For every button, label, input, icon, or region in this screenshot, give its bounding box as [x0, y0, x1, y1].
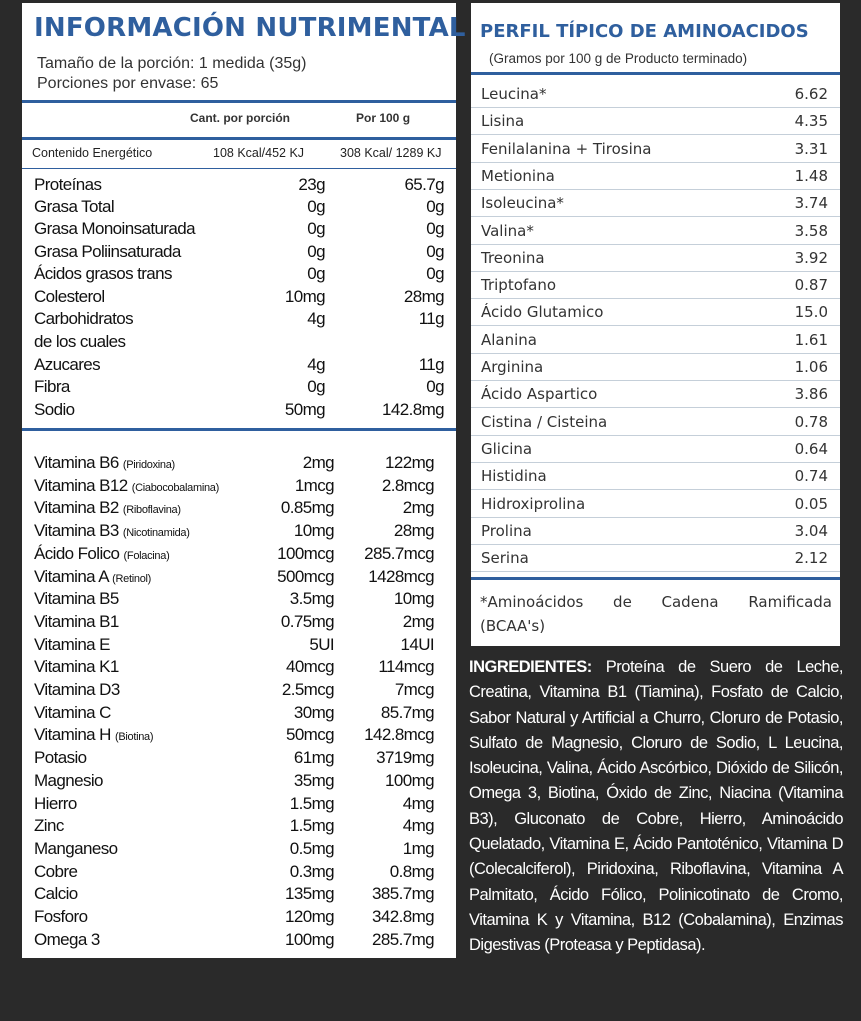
nutrient-per-100g: 0g	[426, 264, 444, 283]
amino-label: Leucina*	[481, 85, 547, 103]
nutrient-label: Fibra	[34, 377, 70, 396]
amino-row	[471, 463, 840, 490]
nutrient-per-serving: 0g	[307, 197, 325, 216]
vitamin-per-100g: 4mg	[402, 793, 434, 813]
nutrient-row	[34, 287, 446, 309]
amino-row	[471, 436, 840, 463]
col-header-per-100g: Por 100 g	[356, 111, 411, 125]
nutrient-row	[34, 175, 446, 197]
vitamin-label	[34, 498, 181, 518]
amino-value: 6.62	[794, 85, 828, 103]
nutrient-row	[34, 400, 446, 422]
amino-row	[471, 545, 840, 572]
vitamin-name: Ácido Folico	[34, 543, 120, 563]
amino-label: Prolina	[481, 521, 532, 540]
vitamin-row	[34, 907, 446, 929]
vitamin-per-serving: 1.5mg	[289, 816, 334, 836]
nutrient-per-100g: 11g	[418, 355, 444, 374]
vitamin-per-100g: 2mg	[402, 498, 434, 518]
vitamin-row	[34, 544, 446, 566]
vitamin-label	[34, 544, 169, 564]
nutrient-row	[34, 242, 446, 264]
vitamin-name: Vitamina B1	[34, 611, 119, 631]
amino-row	[471, 491, 840, 518]
amino-row	[471, 381, 840, 408]
amino-value: 1.61	[794, 330, 828, 349]
amino-value: 0.64	[794, 439, 828, 458]
vitamin-per-serving: 100mg	[285, 929, 334, 949]
ingredients-heading: INGREDIENTES:	[469, 658, 592, 676]
vitamin-row	[34, 521, 446, 543]
vitamin-label	[34, 748, 87, 768]
amino-label: Valina*	[481, 221, 534, 240]
vitamin-row	[34, 884, 446, 906]
bcaa-note	[480, 590, 832, 638]
amino-label: Serina	[481, 549, 529, 568]
vitamin-name: Vitamina H	[34, 725, 111, 745]
amino-value: 3.74	[794, 194, 828, 213]
vitamin-row	[34, 498, 446, 520]
amino-row	[471, 409, 840, 436]
vitamin-per-serving: 0.75mg	[280, 611, 334, 631]
vitamin-name: Vitamina B6	[34, 453, 119, 472]
vitamin-label	[34, 453, 175, 473]
vitamin-per-100g: 4mg	[402, 816, 434, 836]
nutrient-per-serving: 10mg	[284, 287, 325, 306]
amino-subtitle: (Gramos por 100 g de Producto terminado)	[489, 51, 748, 66]
nutrient-label: de los cuales	[34, 332, 126, 351]
vitamin-name: Hierro	[34, 793, 77, 813]
amino-label: Treonina	[481, 248, 545, 267]
vitamin-per-serving: 10mg	[293, 521, 334, 541]
vitamin-name: Vitamina K1	[34, 657, 119, 677]
amino-row	[471, 354, 840, 381]
nutrient-label: Grasa Poliinsaturada	[34, 242, 181, 261]
amino-row	[471, 218, 840, 245]
vitamin-note: (Piridoxina)	[122, 459, 175, 471]
vitamin-per-serving: 1mcg	[294, 475, 334, 495]
vitamin-per-serving: 2.5mcg	[281, 680, 334, 699]
vitamin-per-100g: 385.7mg	[372, 884, 434, 904]
vitamin-note: (Folacina)	[123, 549, 170, 562]
vitamin-per-100g: 1mg	[402, 838, 434, 858]
energy-per-100g: 308 Kcal/ 1289 KJ	[340, 146, 442, 160]
amino-value: 0.87	[794, 276, 828, 295]
nutrition-title: INFORMACIÓN NUTRIMENTAL	[34, 13, 466, 43]
amino-label: Fenilalanina + Tirosina	[481, 139, 652, 158]
amino-row	[471, 163, 840, 190]
vitamin-label	[34, 612, 119, 632]
vitamin-per-100g: 2.8mcg	[381, 475, 434, 495]
divider	[471, 577, 840, 580]
nutrient-per-100g: 0g	[426, 219, 444, 238]
vitamin-label	[34, 794, 77, 814]
amino-label: Hidroxiprolina	[481, 494, 586, 513]
vitamin-name: Vitamina B5	[34, 589, 119, 609]
vitamin-label	[34, 703, 111, 723]
vitamin-per-serving: 0.5mg	[289, 838, 334, 858]
amino-label: Metionina	[481, 166, 555, 185]
vitamin-label	[34, 635, 110, 655]
ingredients-block	[469, 655, 843, 959]
vitamin-per-100g: 100mg	[385, 770, 434, 790]
amino-value: 3.58	[794, 221, 828, 240]
nutrient-label: Grasa Monoinsaturada	[34, 219, 195, 238]
vitamin-label	[34, 907, 87, 927]
vitamin-label	[34, 930, 100, 950]
vitamin-row	[34, 657, 446, 679]
vitamin-label	[34, 476, 219, 496]
vitamin-row	[34, 748, 446, 770]
vitamin-label	[34, 839, 117, 859]
vitamin-row	[34, 771, 446, 793]
vitamin-per-100g: 142.8mcg	[364, 725, 434, 745]
nutrient-row	[34, 309, 446, 331]
vitamin-label	[34, 521, 190, 541]
amino-label: Alanina	[481, 330, 537, 349]
amino-value: 0.05	[794, 494, 828, 513]
nutrient-label: Proteínas	[34, 175, 102, 194]
vitamin-per-100g: 1428mcg	[368, 566, 434, 586]
amino-value: 0.74	[794, 467, 828, 486]
vitamin-per-serving: 0.85mg	[280, 498, 334, 518]
energy-label: Contenido Energético	[32, 146, 153, 160]
vitamin-name: Manganeso	[34, 838, 118, 858]
vitamin-name: Cobre	[34, 861, 78, 881]
nutrient-label: Sodio	[34, 400, 75, 419]
vitamin-label	[34, 657, 119, 677]
divider	[22, 428, 456, 431]
energy-per-serving: 108 Kcal/452 KJ	[213, 146, 305, 160]
amino-row	[471, 136, 840, 163]
amino-value: 4.35	[794, 112, 828, 131]
amino-label: Ácido Glutamico	[481, 303, 604, 322]
vitamin-row	[34, 680, 446, 702]
divider	[22, 137, 456, 140]
vitamin-label	[34, 771, 103, 791]
vitamin-per-serving: 500mcg	[277, 566, 334, 586]
nutrient-label: Carbohidratos	[34, 309, 133, 328]
amino-value: 3.92	[794, 248, 828, 267]
nutrition-facts-panel	[22, 3, 466, 958]
amino-label: Ácido Aspartico	[481, 385, 598, 404]
amino-row	[471, 518, 840, 545]
nutrient-per-serving: 0g	[307, 219, 325, 238]
vitamin-name: Vitamina B3	[34, 521, 119, 541]
vitamin-row	[34, 794, 446, 816]
nutrient-row	[34, 219, 446, 241]
bcaa-note-line2: (BCAA's)	[480, 617, 546, 635]
vitamin-name: Vitamina D3	[34, 680, 120, 699]
vitamin-per-serving: 3.5mg	[289, 589, 334, 609]
vitamin-label	[34, 567, 151, 587]
amino-value: 2.12	[794, 549, 828, 568]
amino-row	[471, 245, 840, 272]
amino-value: 1.48	[794, 166, 828, 185]
vitamin-name: Vitamina C	[34, 702, 111, 722]
nutrient-label: Azucares	[34, 355, 101, 374]
nutrient-row	[34, 355, 446, 377]
nutrient-per-serving: 50mg	[284, 400, 325, 419]
vitamin-name: Vitamina B2	[34, 498, 119, 518]
nutrient-per-100g: 0g	[426, 242, 444, 261]
vitamin-label	[34, 725, 153, 745]
divider	[22, 168, 456, 169]
vitamin-row	[34, 930, 446, 952]
vitamin-note: (Riboflavina)	[122, 504, 181, 517]
vitamin-per-serving: 0.3mg	[289, 861, 334, 881]
nutrient-per-100g: 0g	[426, 197, 444, 216]
nutrient-row	[34, 377, 446, 399]
vitamin-per-100g: 10mg	[393, 589, 434, 609]
nutrient-per-serving: 4g	[307, 355, 325, 374]
vitamin-row	[34, 453, 446, 475]
vitamin-note: (Biotina)	[114, 731, 154, 744]
vitamin-per-100g: 2mg	[402, 611, 434, 631]
amino-label: Lisina	[481, 112, 525, 131]
vitamin-name: Magnesio	[34, 770, 103, 790]
vitamin-per-serving: 5UI	[309, 634, 334, 654]
nutrient-per-100g: 28mg	[403, 287, 444, 306]
nutrient-row	[34, 332, 446, 354]
nutrient-row	[34, 197, 446, 219]
servings-per-container: Porciones por envase: 65	[37, 75, 219, 92]
vitamin-per-100g: 114mcg	[378, 657, 434, 677]
amino-value: 3.04	[794, 521, 828, 540]
vitamin-per-100g: 85.7mg	[380, 702, 434, 722]
vitamin-per-100g: 285.7mcg	[364, 543, 434, 563]
vitamin-per-serving: 1.5mg	[289, 793, 334, 813]
nutrient-label: Grasa Total	[34, 197, 115, 216]
nutrient-per-serving: 23g	[298, 175, 325, 194]
vitamin-note: (Ciabocobalamina)	[131, 481, 219, 494]
energy-row	[32, 146, 448, 166]
amino-value: 3.86	[794, 385, 828, 404]
vitamin-per-serving: 61mg	[293, 748, 334, 768]
vitamin-name: Omega 3	[34, 929, 100, 949]
vitamin-per-serving: 35mg	[293, 770, 334, 790]
vitamin-row	[34, 612, 446, 634]
vitamin-name: Calcio	[34, 884, 78, 904]
vitamin-label	[34, 816, 64, 836]
serving-size: Tamaño de la porción: 1 medida (35g)	[37, 55, 307, 72]
amino-label: Isoleucina*	[481, 194, 564, 213]
vitamin-per-serving: 2mg	[302, 453, 334, 472]
vitamin-name: Vitamina A	[34, 566, 109, 586]
divider	[22, 100, 456, 103]
amino-value: 0.78	[794, 412, 828, 431]
vitamin-row	[34, 725, 446, 747]
vitamin-per-100g: 28mg	[393, 521, 434, 541]
vitamin-row	[34, 839, 446, 861]
divider	[471, 72, 840, 75]
vitamin-name: Potasio	[34, 748, 87, 768]
vitamin-per-serving: 40mcg	[285, 657, 334, 677]
vitamin-note: (Nicotinamida)	[122, 527, 190, 540]
amino-label: Arginina	[481, 358, 544, 376]
amino-row	[471, 272, 840, 299]
vitamin-label	[34, 884, 78, 904]
vitamin-name: Vitamina B12	[34, 475, 128, 495]
vitamin-label	[34, 680, 120, 700]
vitamin-per-serving: 100mcg	[277, 543, 334, 563]
col-header-per-serving: Cant. por porción	[190, 111, 290, 125]
vitamin-row	[34, 703, 446, 725]
amino-acid-panel	[471, 3, 840, 646]
nutrient-per-100g: 142.8mg	[382, 400, 444, 419]
amino-row	[471, 108, 840, 135]
nutrient-label: Ácidos grasos trans	[34, 264, 172, 283]
vitamin-per-100g: 122mg	[385, 453, 434, 472]
vitamin-per-100g: 0.8mg	[389, 861, 434, 881]
vitamin-per-serving: 120mg	[285, 907, 334, 926]
nutrient-row	[34, 264, 446, 286]
vitamin-per-100g: 3719mg	[376, 748, 434, 768]
amino-row	[471, 299, 840, 326]
ingredients-text: Proteína de Suero de Leche, Creatina, Vitamina B1 (Tiamina), Fosfato de Calcio, Sabor Natural y Artificial a Churro, Cloruro de Potasio, Sulfato de Magnesio, Cloruro de Sodio, L Leucina, Isoleucina, Valina, Ácido Ascórbico, Dióxido de Silicón, Omega 3, Biotina, Óxido de Zinc, Niacina (Vitamina B3), Gluconato de Cobre, Hierro, Aminoácido Quelatado, Vitamina E, Ácido Pantoténico, Vitamina D (Colecalciferol), Piridoxina, Riboflavina, Vitamina A Palmitato, Ácido Fólico, Polinicotinato de Cromo, Vitamina K y Vitamina, B12 (Cobalamina), Enzimas Digestivas (Proteasa y Peptidasa).	[469, 658, 843, 955]
vitamin-row	[34, 476, 446, 498]
nutrient-per-serving: 0g	[307, 242, 325, 261]
nutrient-per-serving: 0g	[307, 377, 325, 396]
vitamin-name: Fosforo	[34, 907, 88, 926]
vitamin-label	[34, 589, 119, 609]
vitamin-row	[34, 635, 446, 657]
vitamin-per-100g: 7mcg	[394, 680, 434, 699]
vitamin-note: (Retinol)	[112, 572, 152, 585]
amino-label: Cistina / Cisteina	[481, 412, 608, 431]
amino-value: 3.31	[794, 139, 828, 158]
nutrient-label: Colesterol	[34, 287, 105, 306]
amino-row	[471, 81, 840, 108]
vitamin-per-serving: 30mg	[293, 702, 334, 722]
nutrient-per-100g: 11g	[418, 309, 444, 328]
amino-label: Triptofano	[481, 276, 557, 295]
nutrient-per-serving: 4g	[307, 309, 325, 328]
vitamin-per-serving: 50mcg	[285, 725, 334, 745]
bcaa-note-line1: *Aminoácidos de Cadena Ramificada	[480, 593, 832, 611]
vitamin-per-100g: 342.8mg	[372, 907, 434, 926]
vitamin-name: Vitamina E	[34, 634, 110, 654]
vitamin-row	[34, 589, 446, 611]
nutrient-per-100g: 0g	[426, 377, 444, 396]
vitamin-per-100g: 285.7mg	[372, 929, 434, 949]
vitamin-per-100g: 14UI	[400, 634, 434, 654]
vitamin-row	[34, 816, 446, 838]
amino-label: Glicina	[481, 439, 533, 458]
amino-label: Histidina	[481, 467, 547, 486]
vitamin-row	[34, 862, 446, 884]
nutrient-per-100g: 65.7g	[404, 175, 444, 194]
amino-title: PERFIL TÍPICO DE AMINOACIDOS	[480, 21, 809, 42]
amino-row	[471, 190, 840, 217]
vitamin-per-serving: 135mg	[285, 884, 334, 904]
amino-row	[471, 327, 840, 354]
nutrient-per-serving: 0g	[307, 264, 325, 283]
vitamin-label	[34, 862, 77, 882]
amino-value: 15.0	[794, 303, 828, 322]
vitamin-name: Zinc	[34, 816, 64, 836]
amino-value: 1.06	[794, 358, 828, 376]
vitamin-row	[34, 567, 446, 589]
